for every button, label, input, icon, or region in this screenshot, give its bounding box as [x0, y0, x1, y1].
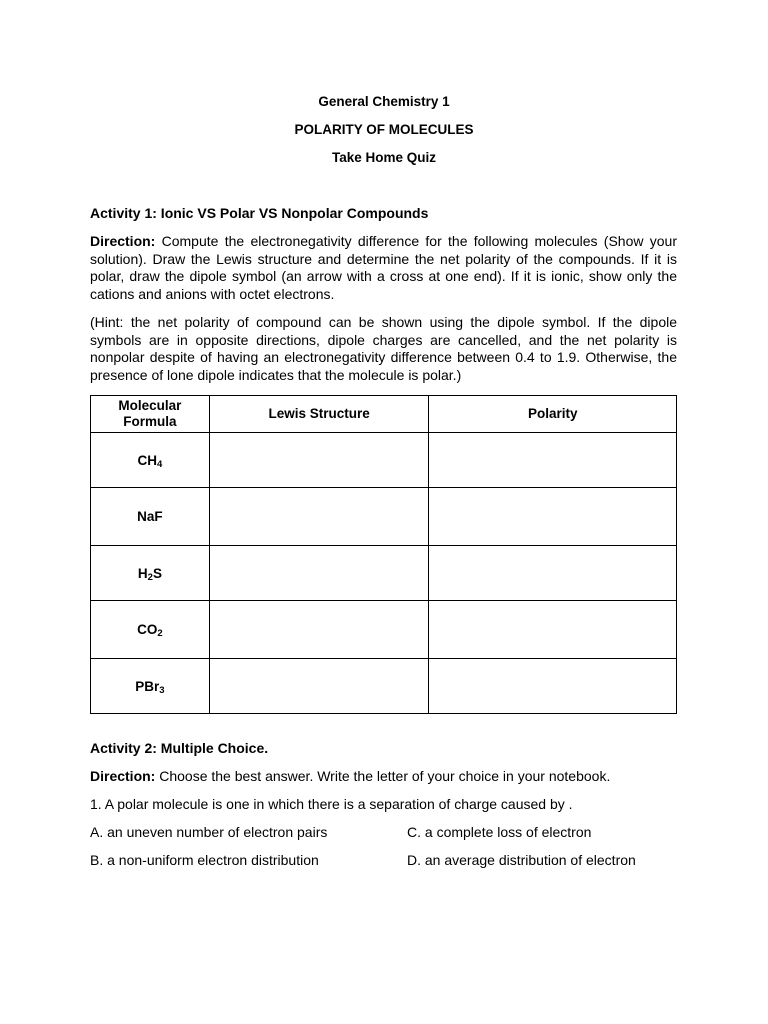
activity1-hint: (Hint: the net polarity of compound can be shown using the dipole symbol. If the dipole symbols are in opposite directions, dipole charges are cancelled, and the net polarity is nonpolar despite of having an electronegativity difference between 0.4 to 1.9. Otherwise, the presence of lone dipole indicates that the molecule is polar.) — [90, 314, 677, 383]
molecular-formula-cell — [91, 659, 210, 714]
formula-subscript: 4 — [157, 458, 163, 470]
formula-subscript: 2 — [147, 571, 153, 583]
formula-text: PBr — [135, 678, 160, 694]
table-row — [91, 433, 677, 488]
quiz-type: Take Home Quiz — [331, 150, 437, 165]
molecular-formula-cell — [91, 546, 210, 601]
direction-text-2: Choose the best answer. Write the letter of your choice in your notebook. — [159, 768, 611, 784]
choice-d: D. an average distribution of electron — [407, 852, 636, 868]
table-row — [91, 546, 677, 601]
polarity-cell — [429, 433, 677, 488]
lewis-structure-cell — [209, 488, 429, 546]
formula-subscript: 3 — [159, 684, 165, 696]
formula-subscript: 2 — [157, 628, 163, 639]
lewis-structure-cell — [209, 546, 429, 601]
choice-a: A. an uneven number of electron pairs — [90, 824, 328, 840]
molecule-table — [90, 395, 677, 714]
choice-b: B. a non-uniform electron distribution — [90, 852, 319, 868]
activity1-title: Activity 1: Ionic VS Polar VS Nonpolar Compounds — [90, 205, 429, 221]
formula-text: NaF — [137, 509, 163, 524]
direction-label-2: Direction: — [90, 768, 156, 784]
choice-c: C. a complete loss of electron — [407, 824, 592, 840]
question-1: 1. A polar molecule is one in which there is a separation of charge caused by . — [90, 796, 573, 812]
polarity-cell — [429, 546, 677, 601]
header-polarity: Polarity — [429, 396, 677, 433]
direction-text: Compute the electronegativity difference for the following molecules (Show your solution). Draw the Lewis structure and determine the net polarity of the compounds. If it is polar, draw the dipole symbol (an arrow with a cross at one end). If it is ionic, show only the cations and anions with octet electrons. — [90, 233, 678, 302]
formula-text: S — [152, 565, 162, 581]
course-title: General Chemistry 1 — [318, 94, 450, 109]
header-lewis-structure: Lewis Structure — [209, 396, 429, 433]
direction-label: Direction: — [90, 233, 156, 249]
formula-text: H — [137, 565, 148, 581]
polarity-cell — [429, 488, 677, 546]
polarity-cell — [429, 601, 677, 659]
formula-text: CH — [137, 452, 158, 468]
molecular-formula-cell — [91, 601, 210, 659]
molecular-formula-cell — [91, 488, 210, 546]
polarity-cell — [429, 659, 677, 714]
table-row — [91, 659, 677, 714]
lewis-structure-cell — [209, 433, 429, 488]
lewis-structure-cell — [209, 659, 429, 714]
activity1-direction — [90, 233, 677, 303]
topic-title: POLARITY OF MOLECULES — [294, 122, 474, 137]
molecular-formula-cell — [91, 433, 210, 488]
formula-text: CO — [137, 622, 158, 637]
activity2-direction — [90, 768, 610, 784]
lewis-structure-cell — [209, 601, 429, 659]
header-molecular-formula: Molecular Formula — [91, 396, 210, 433]
table-header-row — [91, 396, 677, 433]
table-row — [91, 488, 677, 546]
table-row — [91, 601, 677, 659]
activity2-title: Activity 2: Multiple Choice. — [90, 740, 269, 756]
